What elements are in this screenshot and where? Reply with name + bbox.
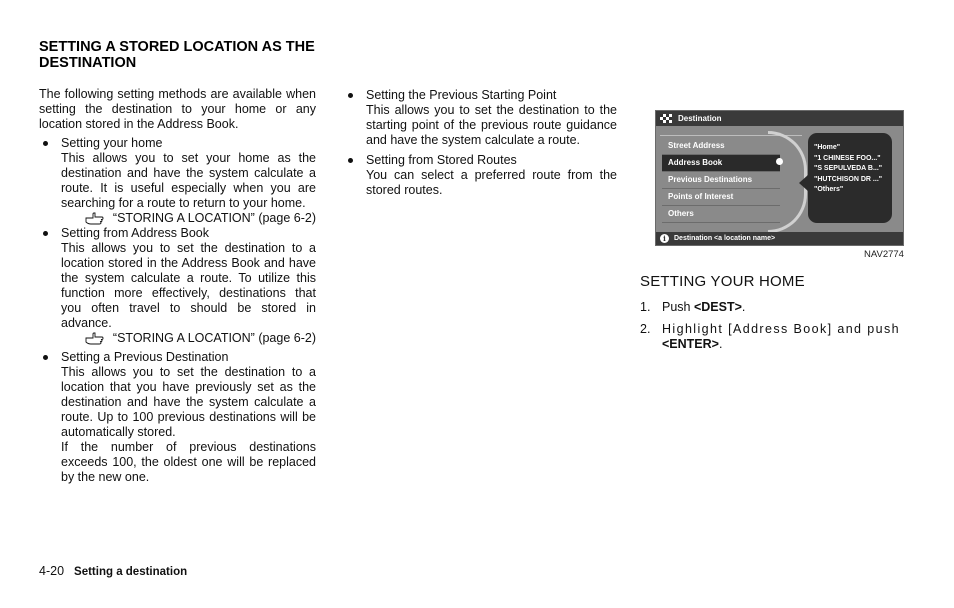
screen-title-bar <box>656 111 903 126</box>
info-icon: i <box>660 234 669 243</box>
list-item <box>344 88 617 148</box>
key-label: <DEST> <box>693 300 742 314</box>
image-code: NAV2774 <box>864 249 904 260</box>
chapter-title: Setting a destination <box>74 566 188 578</box>
cross-reference-text: “STORING A LOCATION” (page 6-2) <box>112 211 316 225</box>
pointing-hand-icon <box>85 212 107 225</box>
preview-entry: "1 CHINESE FOO..." <box>814 154 881 162</box>
list-item <box>344 153 617 198</box>
checkered-flag-icon <box>660 114 672 123</box>
navigation-screen-image <box>655 110 904 246</box>
status-text: Destination <a location name> <box>674 235 776 242</box>
step-number: 1. <box>640 300 651 314</box>
key-label: <ENTER> <box>662 337 719 351</box>
list-item <box>39 350 316 485</box>
item-title: Setting from Address Book <box>61 226 209 240</box>
screen-status-bar <box>656 232 903 245</box>
menu-item-address-book[interactable]: Address Book <box>662 155 780 172</box>
menu-item-street-address[interactable]: Street Address <box>662 138 780 155</box>
item-title: Setting the Previous Starting Point <box>366 88 557 102</box>
intro-paragraph: The following setting methods are available when setting the destination to your home or any location stored in the Address Book. <box>39 87 316 131</box>
preview-entry: "Others" <box>814 186 844 193</box>
preview-pointer <box>799 175 808 191</box>
preview-entry: "HUTCHISON DR ..." <box>814 175 883 183</box>
bullet-icon <box>43 141 48 146</box>
list-item <box>39 226 316 346</box>
bullet-icon <box>348 158 353 163</box>
address-book-preview <box>808 133 892 223</box>
step-number: 2. <box>640 322 651 336</box>
bullet-icon <box>348 93 353 98</box>
item-description-note: If the number of previous destinations exceeds 100, the oldest one will be replaced by the new one. <box>61 440 316 484</box>
menu-item-points-of-interest[interactable]: Points of Interest <box>662 189 780 206</box>
selector-knob <box>776 158 783 165</box>
step-text: Highlight [Address Book] and push <box>662 322 900 336</box>
pointing-hand-icon <box>85 332 107 345</box>
subheading: SETTING YOUR HOME <box>640 273 805 290</box>
page-footer <box>39 564 187 578</box>
item-description: This allows you to set your home as the destination and have the system calculate a route. It is useful especially when you are searching for a route to return to your home. <box>61 151 316 210</box>
item-description: This allows you to set the destination to a location that you have previously set as the destination and have the system calculate a route. Up to 100 previous destinations will be automatically stored. <box>61 365 316 439</box>
middle-method-list <box>344 88 617 198</box>
section-title: SETTING A STORED LOCATION AS THE DESTINATION <box>39 39 315 71</box>
step <box>640 322 918 352</box>
item-title: Setting a Previous Destination <box>61 350 229 364</box>
destination-menu <box>662 138 780 223</box>
step-punct: . <box>718 337 723 351</box>
item-description: This allows you to set the destination to a location stored in the Address Book and have the system calculate a route. To utilize this function more effectively, destinations that you often travel to should be stored in advance. <box>61 241 316 330</box>
screen-title: Destination <box>678 114 722 123</box>
list-item <box>39 136 316 226</box>
cross-reference[interactable] <box>61 211 316 226</box>
left-method-list <box>39 136 316 485</box>
menu-item-others[interactable]: Others <box>662 206 780 223</box>
preview-entry: "Home" <box>814 144 841 151</box>
item-title: Setting from Stored Routes <box>366 153 517 167</box>
cross-reference-text: “STORING A LOCATION” (page 6-2) <box>112 331 316 345</box>
bullet-icon <box>43 231 48 236</box>
preview-entry: "S SEPULVEDA B..." <box>814 165 883 172</box>
item-description: This allows you to set the destination to the starting point of the previous route guidance and have the system calculate a route. <box>366 103 617 147</box>
step-punct: . <box>741 300 746 314</box>
step <box>640 300 918 315</box>
steps-list <box>640 300 918 359</box>
page-number: 4-20 <box>39 564 65 578</box>
menu-item-previous-destinations[interactable]: Previous Destinations <box>662 172 780 189</box>
bullet-icon <box>43 355 48 360</box>
item-title: Setting your home <box>61 136 163 150</box>
cross-reference[interactable] <box>61 331 316 346</box>
step-text: Push <box>662 300 694 314</box>
item-description: You can select a preferred route from the stored routes. <box>366 168 617 197</box>
